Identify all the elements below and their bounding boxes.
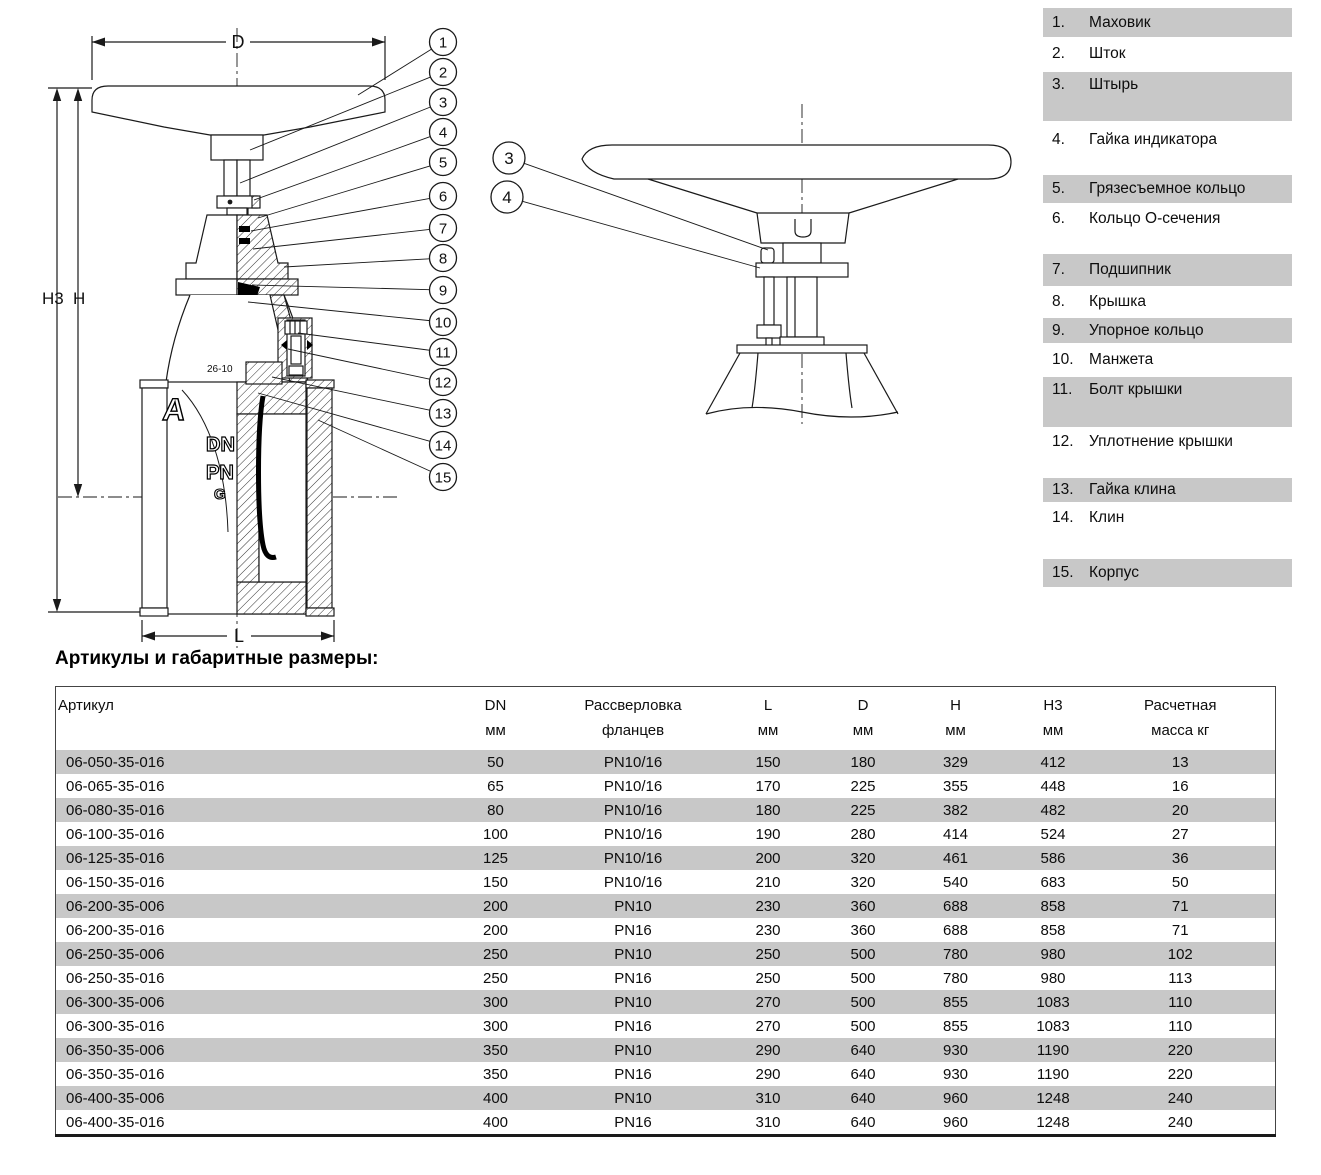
parts-list-item [1043, 377, 1292, 427]
callout-number: 11 [435, 344, 451, 362]
valve-body [166, 362, 306, 614]
value-cell: 250 [482, 969, 509, 987]
value-cell: PN10/16 [603, 825, 663, 843]
table-row [56, 1038, 1276, 1062]
article-cell: 06-080-35-016 [66, 801, 165, 819]
value-cell: 50 [1171, 873, 1189, 891]
part-label: Маховик [1089, 13, 1151, 31]
value-cell: 113 [1168, 969, 1193, 987]
article-cell: 06-100-35-016 [66, 825, 165, 843]
dimensions-table-wrap [55, 686, 1275, 1137]
column-header: D [857, 697, 869, 714]
value-cell: 310 [755, 1089, 781, 1107]
column-header: мм [852, 722, 874, 739]
table-row [56, 918, 1276, 942]
value-cell: 125 [482, 849, 509, 867]
table-row [56, 990, 1276, 1014]
value-cell: 300 [482, 1017, 509, 1035]
callout-number: 6 [438, 188, 448, 206]
table-row [56, 822, 1276, 846]
column-header: H3 [1043, 697, 1063, 714]
value-cell: 250 [482, 945, 509, 963]
value-cell: 540 [942, 873, 969, 891]
dim-label-l: L [233, 626, 245, 646]
callout-leader-line [253, 229, 430, 249]
value-cell: 230 [755, 897, 781, 915]
column-header: масса кг [1151, 722, 1210, 739]
bonnet [176, 215, 298, 299]
table-row [56, 774, 1276, 798]
part-number: 4. [1052, 131, 1065, 149]
value-cell: 220 [1167, 1041, 1193, 1059]
article-cell: 06-125-35-016 [66, 849, 165, 867]
value-cell: 930 [942, 1041, 969, 1059]
value-cell: PN10 [614, 993, 652, 1011]
value-cell: 482 [1040, 801, 1066, 819]
parts-list-item [1043, 478, 1292, 502]
value-cell: PN16 [614, 1065, 652, 1083]
value-cell: 780 [942, 969, 969, 987]
parts-list-item [1043, 288, 1292, 316]
part-number: 11. [1052, 381, 1073, 398]
column-header: мм [1042, 722, 1064, 739]
value-cell: 170 [755, 777, 781, 795]
value-cell: 13 [1171, 753, 1189, 771]
column-header: мм [757, 722, 779, 739]
dimension-h3 [42, 88, 142, 612]
article-cell: 06-350-35-016 [66, 1065, 165, 1083]
marking-g: G [214, 486, 226, 503]
value-cell: 180 [755, 801, 781, 819]
value-cell: 586 [1040, 849, 1066, 867]
part-label: Манжета [1089, 351, 1154, 369]
part-label: Кольцо О-сечения [1089, 210, 1221, 228]
value-cell: 360 [850, 897, 876, 915]
value-cell: 320 [850, 849, 876, 867]
callout-number: 4 [438, 124, 448, 142]
part-number: 12. [1052, 433, 1074, 451]
callout-number: 13 [434, 405, 452, 423]
part-label: Штырь [1089, 76, 1139, 93]
parts-list-item [1043, 126, 1292, 154]
part-number: 3. [1052, 76, 1065, 93]
part-label: Крышка [1089, 293, 1146, 311]
value-cell: 225 [850, 801, 876, 819]
valve-drawings [0, 0, 1035, 660]
value-cell: 980 [1040, 945, 1066, 963]
marking-pn: PN [206, 462, 234, 484]
table-header-row [56, 687, 1276, 719]
value-cell: PN10/16 [603, 849, 663, 867]
value-cell: 200 [482, 897, 509, 915]
dim-label-d: D [231, 32, 245, 52]
parts-list-item [1043, 318, 1292, 343]
part-label: Гайка индикатора [1089, 131, 1217, 149]
callout-leader-line [258, 166, 430, 218]
column-header: H [950, 697, 961, 714]
value-cell: 1083 [1036, 1017, 1070, 1035]
callout-leader-line [284, 259, 430, 267]
value-cell: 27 [1171, 825, 1189, 843]
table-row [56, 966, 1276, 990]
value-cell: PN10/16 [603, 777, 663, 795]
o-ring [239, 226, 250, 232]
callout-number: 9 [438, 282, 448, 300]
value-cell: 230 [755, 921, 781, 939]
value-cell: 780 [942, 945, 969, 963]
table-row [56, 1086, 1276, 1110]
part-label: Шток [1089, 45, 1126, 63]
dimensions-table [55, 686, 1276, 1137]
front-view [42, 28, 457, 648]
brand-logo: A [161, 392, 188, 427]
value-cell: 640 [850, 1089, 876, 1107]
value-cell: 270 [755, 1017, 781, 1035]
value-cell: 448 [1040, 777, 1066, 795]
article-cell: 06-200-35-016 [66, 921, 165, 939]
callout-number: 14 [434, 437, 452, 455]
dim-label-h: H [73, 289, 86, 308]
value-cell: 1248 [1036, 1113, 1070, 1131]
callout-leader-line [358, 49, 432, 95]
article-cell: 06-400-35-016 [66, 1113, 165, 1131]
value-cell: 280 [850, 825, 876, 843]
column-header: фланцев [601, 722, 665, 739]
column-header: DN [484, 697, 507, 714]
column-header: Рассверловка [584, 697, 682, 714]
value-cell: 220 [1167, 1065, 1193, 1083]
value-cell: 80 [487, 801, 504, 819]
column-header: Расчетная [1144, 697, 1217, 714]
callout-number: 7 [438, 220, 448, 238]
article-cell: 06-150-35-016 [66, 873, 165, 891]
parts-list-item [1043, 428, 1292, 456]
part-number: 2. [1052, 45, 1065, 63]
callout-number: 3 [438, 94, 448, 112]
value-cell: 688 [942, 921, 969, 939]
indicator-nut [217, 196, 260, 215]
value-cell: 16 [1171, 777, 1189, 795]
value-cell: 930 [942, 1065, 969, 1083]
callout-number: 8 [438, 250, 448, 268]
callout-number: 3 [504, 149, 514, 169]
part-number: 5. [1052, 180, 1065, 198]
value-cell: 412 [1040, 753, 1066, 771]
callout-leader-line [254, 137, 430, 200]
value-cell: 200 [482, 921, 509, 939]
value-cell: 1190 [1036, 1065, 1070, 1083]
wedge-nut [246, 362, 282, 384]
table-title: Артикулы и габаритные размеры: [55, 648, 379, 669]
value-cell: 320 [850, 873, 876, 891]
value-cell: 20 [1171, 801, 1189, 819]
value-cell: PN10 [614, 1041, 652, 1059]
value-cell: 640 [850, 1113, 876, 1131]
value-cell: 71 [1171, 897, 1189, 915]
parts-list-item [1043, 175, 1292, 203]
table-header-row [56, 718, 1276, 750]
dim-label-h3: H3 [42, 289, 64, 308]
part-number: 9. [1052, 321, 1065, 339]
article-cell: 06-300-35-006 [66, 993, 165, 1011]
callout-number: 1 [438, 34, 448, 52]
value-cell: 500 [850, 993, 876, 1011]
value-cell: 71 [1171, 921, 1189, 939]
callout-number: 12 [434, 374, 452, 392]
column-header: мм [945, 722, 966, 739]
column-header: Артикул [58, 697, 114, 714]
part-label: Болт крышки [1089, 381, 1183, 398]
casting-number: 26-10 [207, 364, 233, 375]
value-cell: PN10/16 [603, 753, 663, 771]
parts-list-item [1043, 345, 1292, 375]
value-cell: 1190 [1036, 1041, 1070, 1059]
callout-number: 2 [438, 64, 448, 82]
value-cell: 500 [850, 1017, 876, 1035]
value-cell: 310 [755, 1113, 781, 1131]
article-cell: 06-050-35-016 [66, 753, 165, 771]
value-cell: 36 [1171, 849, 1189, 867]
column-header: мм [485, 722, 506, 739]
value-cell: PN16 [614, 969, 652, 987]
column-header [56, 718, 426, 750]
part-number: 15. [1052, 564, 1074, 582]
value-cell: 355 [942, 777, 969, 795]
article-cell: 06-065-35-016 [66, 777, 165, 795]
callout-leader-line [318, 420, 431, 471]
value-cell: 65 [487, 777, 504, 795]
table-row [56, 870, 1276, 894]
value-cell: 100 [482, 825, 509, 843]
value-cell: 1248 [1036, 1089, 1070, 1107]
dimension-d [92, 32, 385, 80]
value-cell: PN16 [614, 921, 652, 939]
value-cell: 683 [1040, 873, 1066, 891]
article-cell: 06-300-35-016 [66, 1017, 165, 1035]
article-cell: 06-250-35-006 [66, 945, 165, 963]
part-number: 13. [1052, 481, 1074, 499]
value-cell: 400 [482, 1089, 509, 1107]
table-row [56, 1062, 1276, 1086]
value-cell: 150 [755, 753, 781, 771]
part-number: 1. [1052, 13, 1065, 31]
value-cell: 960 [942, 1113, 969, 1131]
value-cell: PN10 [614, 945, 652, 963]
value-cell: 688 [942, 897, 969, 915]
part-number: 14. [1052, 509, 1074, 527]
value-cell: 250 [755, 969, 781, 987]
part-label: Уплотнение крышки [1089, 433, 1233, 451]
value-cell: 240 [1167, 1113, 1193, 1131]
table-row [56, 1014, 1276, 1038]
value-cell: 270 [755, 993, 781, 1011]
value-cell: 414 [942, 825, 969, 843]
value-cell: 400 [482, 1113, 509, 1131]
parts-list-item [1043, 40, 1292, 68]
value-cell: 110 [1168, 993, 1193, 1011]
value-cell: 329 [942, 753, 969, 771]
value-cell: 290 [755, 1041, 781, 1059]
value-cell: 960 [942, 1089, 969, 1107]
part-label: Гайка клина [1089, 481, 1176, 499]
value-cell: 980 [1040, 969, 1066, 987]
value-cell: 240 [1167, 1089, 1193, 1107]
parts-list-item [1043, 559, 1292, 587]
value-cell: 210 [755, 873, 781, 891]
callout-number: 4 [502, 188, 512, 208]
value-cell: 225 [850, 777, 876, 795]
value-cell: 855 [942, 993, 969, 1011]
article-cell: 06-200-35-006 [66, 897, 165, 915]
dimension-h [73, 88, 85, 497]
part-number: 6. [1052, 210, 1065, 228]
article-cell: 06-400-35-006 [66, 1089, 165, 1107]
side-indicator-nut [756, 263, 848, 277]
value-cell: 858 [1040, 921, 1066, 939]
parts-list-item [1043, 504, 1292, 532]
side-handwheel [582, 145, 1011, 243]
value-cell: 300 [482, 993, 509, 1011]
value-cell: 350 [482, 1065, 509, 1083]
callout-leader-line [251, 198, 430, 231]
side-stem [756, 243, 848, 350]
flange-right [306, 380, 334, 616]
table-row [56, 942, 1276, 966]
parts-list-item [1043, 254, 1292, 286]
value-cell: 461 [942, 849, 969, 867]
article-cell: 06-350-35-006 [66, 1041, 165, 1059]
value-cell: 350 [482, 1041, 509, 1059]
handwheel [92, 86, 385, 160]
value-cell: 524 [1040, 825, 1066, 843]
callout-number: 10 [434, 314, 452, 332]
table-row [56, 750, 1276, 774]
value-cell: 150 [482, 873, 509, 891]
side-view [491, 104, 1011, 424]
value-cell: 250 [755, 945, 781, 963]
part-number: 8. [1052, 293, 1065, 311]
part-label: Клин [1089, 509, 1125, 527]
value-cell: 290 [755, 1065, 781, 1083]
table-row [56, 846, 1276, 870]
dimension-l [142, 620, 334, 646]
parts-list-item [1043, 72, 1292, 121]
value-cell: 102 [1167, 945, 1193, 963]
value-cell: PN16 [614, 1017, 652, 1035]
value-cell: 382 [942, 801, 969, 819]
value-cell: PN10 [614, 897, 652, 915]
value-cell: 1083 [1036, 993, 1070, 1011]
part-number: 10. [1052, 351, 1074, 369]
value-cell: PN16 [614, 1113, 652, 1131]
value-cell: 500 [850, 945, 876, 963]
value-cell: 500 [850, 969, 876, 987]
value-cell: PN10/16 [603, 801, 663, 819]
value-cell: 858 [1040, 897, 1066, 915]
part-label: Упорное кольцо [1089, 321, 1204, 339]
callout-number: 5 [438, 154, 448, 172]
value-cell: 190 [755, 825, 781, 843]
value-cell: 360 [850, 921, 876, 939]
value-cell: 640 [850, 1041, 876, 1059]
table-row [56, 1110, 1276, 1136]
column-header: L [763, 697, 773, 714]
marking-dn: DN [206, 434, 235, 456]
parts-list-item [1043, 8, 1292, 37]
value-cell: 50 [487, 753, 504, 771]
part-label: Корпус [1089, 564, 1139, 582]
value-cell: 855 [942, 1017, 969, 1035]
part-label: Подшипник [1089, 261, 1171, 279]
value-cell: PN10/16 [603, 873, 663, 891]
bearing-ring [239, 238, 250, 244]
table-row [56, 798, 1276, 822]
parts-list [1043, 0, 1292, 600]
article-cell: 06-250-35-016 [66, 969, 165, 987]
part-number: 7. [1052, 261, 1065, 279]
parts-list-item [1043, 205, 1292, 233]
part-label: Грязесъемное кольцо [1089, 180, 1246, 198]
value-cell: 180 [850, 753, 876, 771]
value-cell: 110 [1168, 1017, 1193, 1035]
callout-number: 15 [434, 469, 452, 487]
value-cell: PN10 [614, 1089, 652, 1107]
table-row [56, 894, 1276, 918]
value-cell: 200 [755, 849, 781, 867]
value-cell: 640 [850, 1065, 876, 1083]
callout-leader-line [298, 333, 430, 350]
bonnet-bolt [278, 318, 313, 378]
